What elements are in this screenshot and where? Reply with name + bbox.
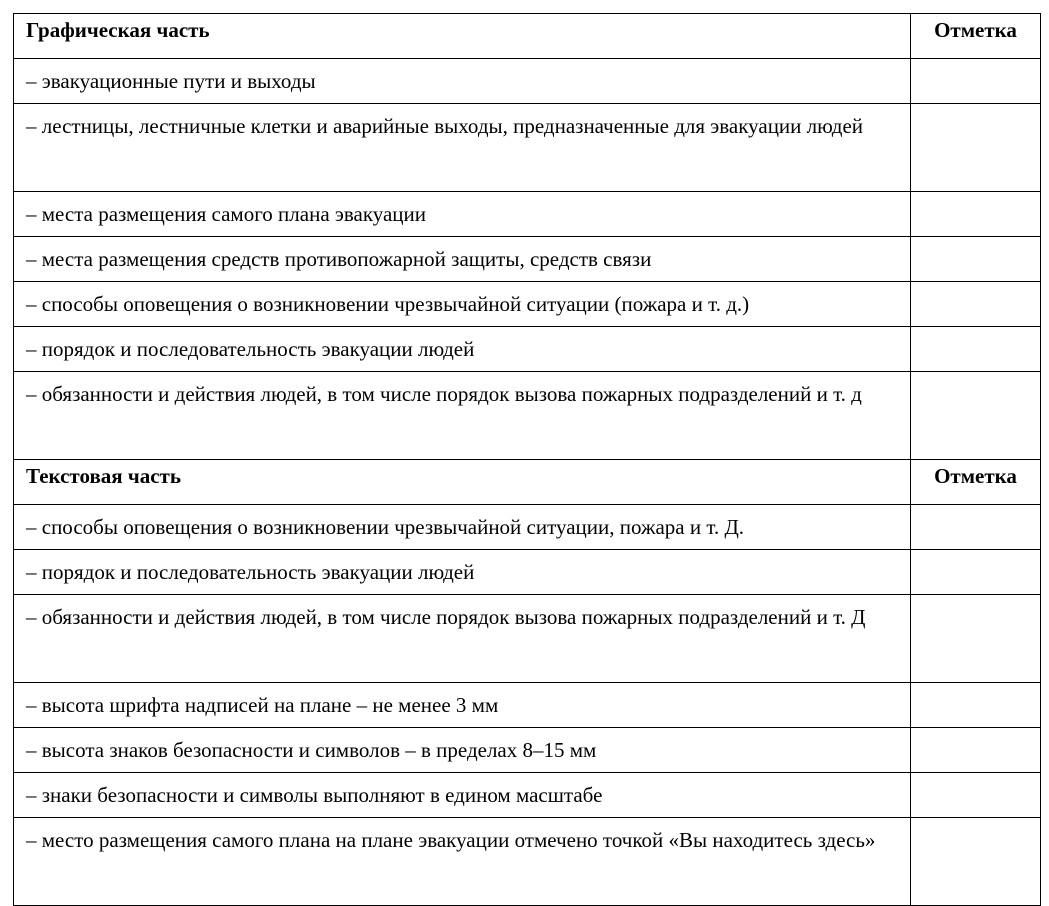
mark-cell[interactable] (911, 192, 1041, 237)
checklist-item-text: – способы оповещения о возникновении чрезвычайной ситуации, пожара и т. Д. (14, 505, 911, 550)
checklist-item-text: – места размещения средств противопожарной защиты, средств связи (14, 237, 911, 282)
evacuation-plan-checklist-table (13, 13, 1041, 906)
mark-cell[interactable] (911, 505, 1041, 550)
mark-cell[interactable] (911, 237, 1041, 282)
table-row (14, 59, 1041, 104)
section-title-text: Текстовая часть (14, 460, 911, 505)
table-row (14, 192, 1041, 237)
mark-column-header: Отметка (911, 460, 1041, 505)
checklist-item-text: – знаки безопасности и символы выполняют в едином масштабе (14, 773, 911, 818)
table-row (14, 728, 1041, 773)
mark-cell[interactable] (911, 372, 1041, 460)
table-row (14, 505, 1041, 550)
mark-cell[interactable] (911, 728, 1041, 773)
checklist-item-text: – места размещения самого плана эвакуации (14, 192, 911, 237)
mark-cell[interactable] (911, 104, 1041, 192)
table-row (14, 818, 1041, 906)
table-row (14, 595, 1041, 683)
table-row (14, 282, 1041, 327)
checklist-item-text: – способы оповещения о возникновении чрезвычайной ситуации (пожара и т. д.) (14, 282, 911, 327)
mark-cell[interactable] (911, 550, 1041, 595)
section-header-row-graphic (14, 14, 1041, 59)
table-row (14, 237, 1041, 282)
table-row (14, 104, 1041, 192)
checklist-item-text: – обязанности и действия людей, в том числе порядок вызова пожарных подразделений и т. Д (14, 595, 911, 683)
table-row (14, 683, 1041, 728)
checklist-item-text: – место размещения самого плана на плане эвакуации отмечено точкой «Вы находитесь здесь» (14, 818, 911, 906)
mark-cell[interactable] (911, 595, 1041, 683)
checklist-item-text: – обязанности и действия людей, в том числе порядок вызова пожарных подразделений и т. д (14, 372, 911, 460)
checklist-item-text: – лестницы, лестничные клетки и аварийные выходы, предназначенные для эвакуации людей (14, 104, 911, 192)
checklist-item-text: – высота шрифта надписей на плане – не менее 3 мм (14, 683, 911, 728)
mark-cell[interactable] (911, 683, 1041, 728)
table-row (14, 550, 1041, 595)
section-header-row-text (14, 460, 1041, 505)
checklist-item-text: – эвакуационные пути и выходы (14, 59, 911, 104)
table-row (14, 372, 1041, 460)
table-row (14, 773, 1041, 818)
mark-cell[interactable] (911, 773, 1041, 818)
checklist-item-text: – порядок и последовательность эвакуации людей (14, 550, 911, 595)
mark-cell[interactable] (911, 327, 1041, 372)
checklist-item-text: – высота знаков безопасности и символов – в пределах 8–15 мм (14, 728, 911, 773)
mark-cell[interactable] (911, 818, 1041, 906)
mark-cell[interactable] (911, 59, 1041, 104)
mark-cell[interactable] (911, 282, 1041, 327)
section-title-graphic: Графическая часть (14, 14, 911, 59)
table-row (14, 327, 1041, 372)
checklist-item-text: – порядок и последовательность эвакуации людей (14, 327, 911, 372)
mark-column-header: Отметка (911, 14, 1041, 59)
